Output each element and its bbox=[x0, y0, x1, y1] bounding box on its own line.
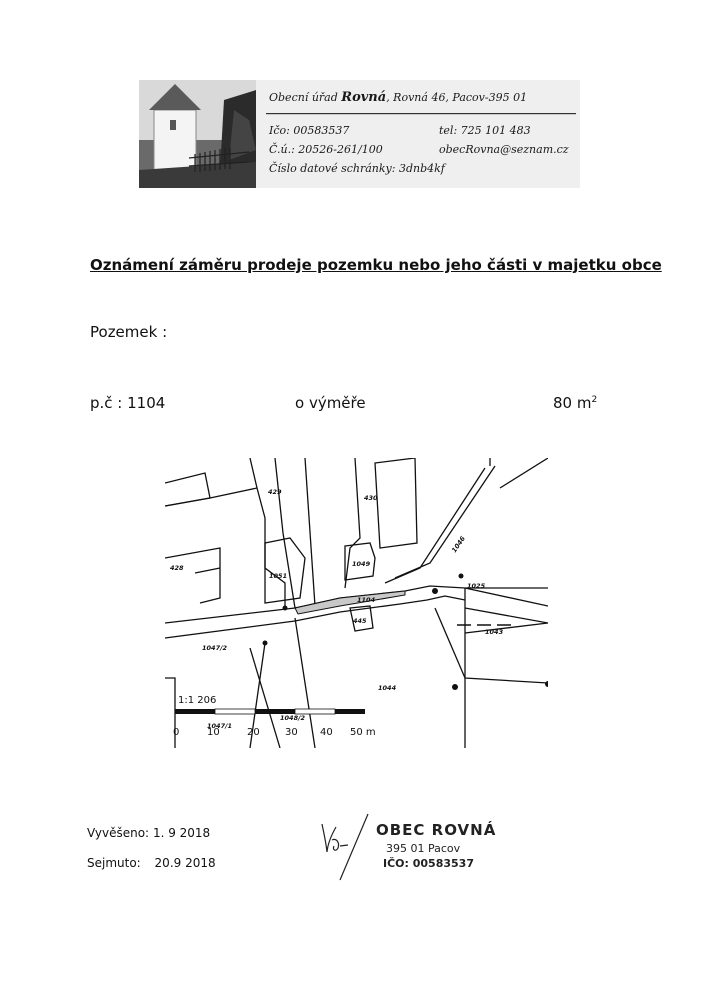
scale-tick-20: 20 bbox=[247, 727, 260, 738]
parcel-label-1046: 1046 bbox=[450, 534, 468, 555]
letterhead-account: Č.ú.: 20526-261/100 bbox=[269, 143, 383, 156]
letterhead-line1: Obecní úřad Rovná, Rovná 46, Pacov-395 01 bbox=[269, 90, 528, 105]
parcel-label-428: 428 bbox=[170, 564, 184, 572]
parcel-area-value: 80 $m^2$ bbox=[553, 394, 598, 412]
parcel-area-label: o výměře bbox=[295, 394, 366, 412]
letterhead-ico: Ičo: 00583537 bbox=[269, 124, 350, 137]
letterhead bbox=[139, 80, 580, 188]
parcel-label-445: 445 bbox=[353, 617, 367, 625]
parcel-label-1051: 1051 bbox=[269, 572, 288, 580]
posted-date: 1. 9 2018 bbox=[152, 826, 211, 840]
parcel-label-1047-1: 1047/1 bbox=[207, 722, 232, 730]
parcel-label-1104: 1104 bbox=[357, 596, 376, 604]
cadastral-map bbox=[165, 458, 548, 748]
posted-line bbox=[87, 826, 210, 840]
parcel-label-1043: 1043 bbox=[485, 628, 504, 636]
scale-tick-30: 30 bbox=[285, 727, 298, 738]
scale-text: 1:1 206 bbox=[178, 695, 217, 706]
stamp-ico: IČO: 00583537 bbox=[383, 857, 474, 870]
page-title: Oznámení záměru prodeje pozemku nebo jeho části v majetku obce bbox=[90, 256, 662, 274]
scale-bar bbox=[173, 695, 376, 738]
letterhead-databox: Číslo datové schránky: 3dnb4kf bbox=[269, 162, 445, 175]
scale-tick-50: 50 m bbox=[350, 727, 376, 738]
scale-tick-40: 40 bbox=[320, 727, 333, 738]
letterhead-phone: tel: 725 101 483 bbox=[439, 124, 531, 137]
removed-date: 20.9 2018 bbox=[154, 856, 216, 870]
parcel-label-1049: 1049 bbox=[352, 560, 371, 568]
letterhead-email: obecRovna@seznam.cz bbox=[439, 143, 569, 156]
parcel-label-429: 429 bbox=[268, 488, 282, 496]
signature bbox=[318, 812, 373, 882]
parcel-label-1047-2: 1047/2 bbox=[202, 644, 227, 652]
scale-tick-0: 0 bbox=[173, 727, 180, 738]
removed-label: Sejmuto: bbox=[87, 856, 141, 870]
posted-label: Vyvěšeno: bbox=[87, 826, 150, 840]
parcel-label-1025: 1025 bbox=[467, 582, 486, 590]
parcel-heading: Pozemek : bbox=[90, 323, 168, 341]
scale-tick-10: 10 bbox=[207, 727, 220, 738]
stamp-name: OBEC ROVNÁ bbox=[376, 821, 497, 839]
parcel-label-1044: 1044 bbox=[378, 684, 397, 692]
parcel-number: p.č : 1104 bbox=[90, 394, 166, 412]
stamp-address: 395 01 Pacov bbox=[386, 842, 461, 855]
removed-line bbox=[87, 856, 216, 870]
parcel-label-430: 430 bbox=[364, 494, 378, 502]
church-photo bbox=[139, 80, 256, 188]
parcel-label-1048-2: 1048/2 bbox=[280, 714, 305, 722]
letterhead-rule bbox=[266, 113, 576, 115]
